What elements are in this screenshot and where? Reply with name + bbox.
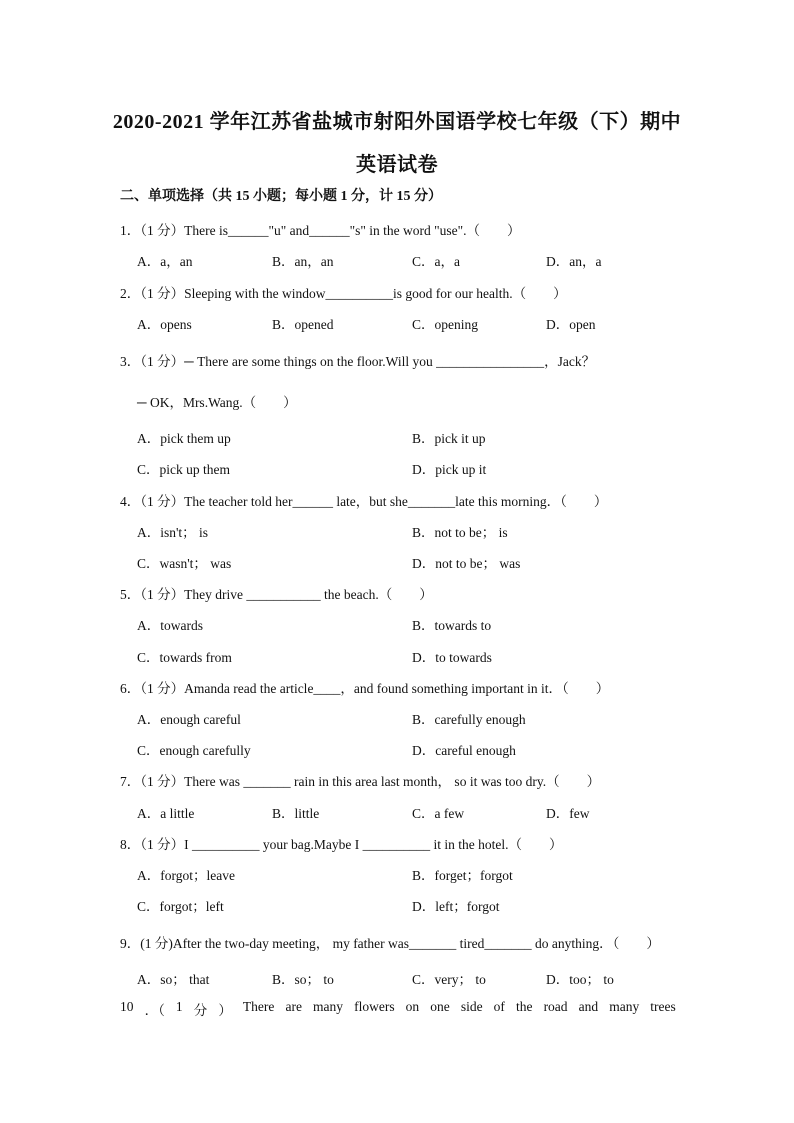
page-title: 2020-2021 学年江苏省盐城市射阳外国语学校七年级（下）期中 (112, 111, 682, 133)
q5-option-a: A．towards (137, 618, 203, 633)
q10-word: There (242, 999, 275, 1014)
q7-option-b: B．little (272, 806, 320, 821)
q10-word: flowers (354, 999, 395, 1014)
q8-option-a: A．forgot；leave (137, 868, 235, 883)
question-9: 9．(1 分)After the two-day meeting， my father was_______ tired_______ do anything．（ ） (120, 936, 660, 951)
q10-word: 分 (193, 1003, 208, 1018)
q10-word: are (285, 999, 302, 1014)
q2-option-a: A．opens (137, 317, 192, 332)
q10-word: road (543, 999, 568, 1014)
q1-option-b: B．an，an (272, 254, 334, 269)
question-5: 5．（1 分）They drive ___________ the beach.（ ） (120, 587, 433, 602)
q10-word: and (578, 999, 599, 1014)
q4-option-a: A．isn't； is (137, 525, 209, 540)
q9-option-d: D．too； to (546, 972, 614, 987)
q9-option-b: B．so； to (272, 972, 334, 987)
q6-option-c: C．enough carefully (137, 743, 251, 758)
q7-option-d: D．few (546, 806, 590, 821)
q2-option-c: C．opening (412, 317, 478, 332)
question-7: 7．（1 分）There was _______ rain in this area last month， so it was too dry.（ ） (120, 774, 601, 789)
question-3-reply: ─ OK，Mrs.Wang.（ ） (137, 395, 297, 410)
q2-option-d: D．open (546, 317, 596, 332)
q2-option-b: B．opened (272, 317, 334, 332)
q7-option-a: A．a little (137, 806, 195, 821)
q6-option-b: B．carefully enough (412, 712, 526, 727)
page-subtitle: 英语试卷 (356, 154, 438, 176)
q10-word: the (515, 999, 533, 1014)
q5-option-b: B．towards to (412, 618, 492, 633)
q10-word: ．（ (144, 1003, 165, 1018)
question-3: 3．（1 分）─ There are some things on the floor.Will you ________________，Jack？ (120, 354, 596, 369)
q9-option-c: C．very； to (412, 972, 486, 987)
question-1: 1．（1 分）There is______"u" and______"s" in the word "use".（ ） (120, 223, 521, 238)
q5-option-d: D．to towards (412, 650, 492, 665)
q10-word: of (493, 999, 505, 1014)
q8-option-c: C．forgot；left (137, 899, 224, 914)
q10-word: 10 (120, 999, 134, 1014)
q3-option-c: C．pick up them (137, 462, 230, 477)
q8-option-b: B．forget；forgot (412, 868, 513, 883)
question-6: 6．（1 分）Amanda read the article____，and found something important in it．（ ） (120, 681, 610, 696)
question-2: 2．（1 分）Sleeping with the window__________is good for our health.（ ） (120, 286, 567, 301)
q10-word: trees (650, 999, 676, 1014)
question-10 (120, 999, 676, 1019)
q4-option-d: D．not to be； was (412, 556, 521, 571)
q7-option-c: C．a few (412, 806, 465, 821)
q4-option-b: B．not to be； is (412, 525, 508, 540)
question-4: 4．（1 分）The teacher told her______ late，but she_______late this morning．（ ） (120, 494, 608, 509)
q5-option-c: C．towards from (137, 650, 232, 665)
q4-option-c: C．wasn't； was (137, 556, 232, 571)
q10-word: many (313, 999, 344, 1014)
q1-option-c: C．a，a (412, 254, 460, 269)
q10-word: one (430, 999, 450, 1014)
q10-word: 1 (175, 999, 183, 1014)
q3-option-d: D．pick up it (412, 462, 487, 477)
q6-option-d: D．careful enough (412, 743, 516, 758)
question-8: 8．（1 分）I __________ your bag.Maybe I __________ it in the hotel.（ ） (120, 837, 563, 852)
q1-option-d: D．an，a (546, 254, 602, 269)
q10-word: many (609, 999, 640, 1014)
q10-word: ） (218, 1003, 232, 1018)
q10-word: side (460, 999, 483, 1014)
q6-option-a: A．enough careful (137, 712, 241, 727)
q8-option-d: D．left；forgot (412, 899, 500, 914)
q9-option-a: A．so； that (137, 972, 210, 987)
q3-option-b: B．pick it up (412, 431, 486, 446)
q3-option-a: A．pick them up (137, 431, 231, 446)
section-heading: 二、单项选择（共 15 小题；每小题 1 分，计 15 分） (120, 189, 442, 204)
q10-word: on (405, 999, 420, 1014)
q1-option-a: A．a，an (137, 254, 193, 269)
